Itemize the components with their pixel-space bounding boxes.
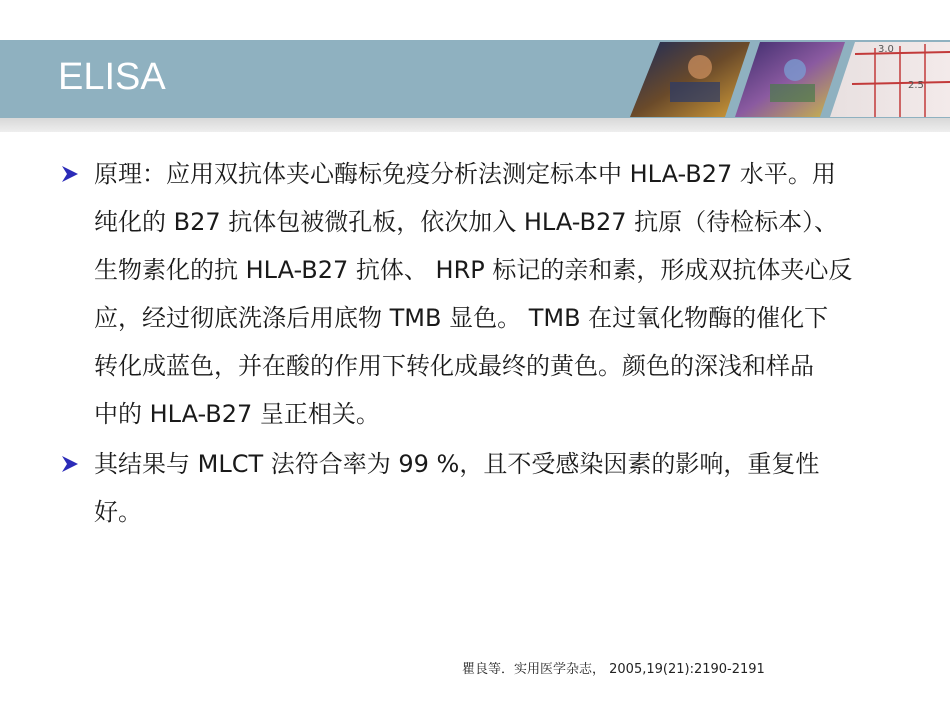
bullet-line: 好。: [94, 498, 142, 526]
bullet-line: 转化成蓝色，并在酸的作用下转化成最终的黄色。颜色的深浅和样品: [94, 352, 814, 380]
bullet-line: 中的 HLA-B27 呈正相关。: [94, 400, 380, 428]
bullet-item-principle: [60, 150, 900, 438]
bullet-item-result: [60, 440, 900, 536]
bullet-line: 纯化的 B27 抗体包被微孔板，依次加入 HLA-B27 抗原（待检标本）、: [94, 208, 839, 236]
arrow-bullet-icon: [60, 440, 94, 488]
slide-body: [60, 150, 900, 538]
header-photo-strip: [630, 22, 950, 122]
lab-photo-1: [630, 42, 750, 117]
citation: 瞿良等．实用医学杂志， 2005,19(21):2190-2191: [462, 662, 765, 677]
bullet-line: 原理：应用双抗体夹心酶标免疫分析法测定标本中 HLA-B27 水平。用: [94, 160, 836, 188]
bullet-line: 生物素化的抗 HLA-B27 抗体、 HRP 标记的亲和素，形成双抗体夹心反: [94, 256, 853, 284]
bullet-line: 应，经过彻底洗涤后用底物 TMB 显色。 TMB 在过氧化物酶的催化下: [94, 304, 829, 332]
bullet-line: 其结果与 MLCT 法符合率为 99 %，且不受感染因素的影响，重复性: [94, 450, 820, 478]
bullet-text: [94, 440, 900, 536]
bullet-text: [94, 150, 900, 438]
ruler-label-2: 2.5: [908, 80, 924, 91]
ruler-label-1: 3.0: [878, 44, 894, 55]
arrow-bullet-icon: [60, 150, 94, 198]
slide-title: ELISA: [58, 56, 166, 98]
